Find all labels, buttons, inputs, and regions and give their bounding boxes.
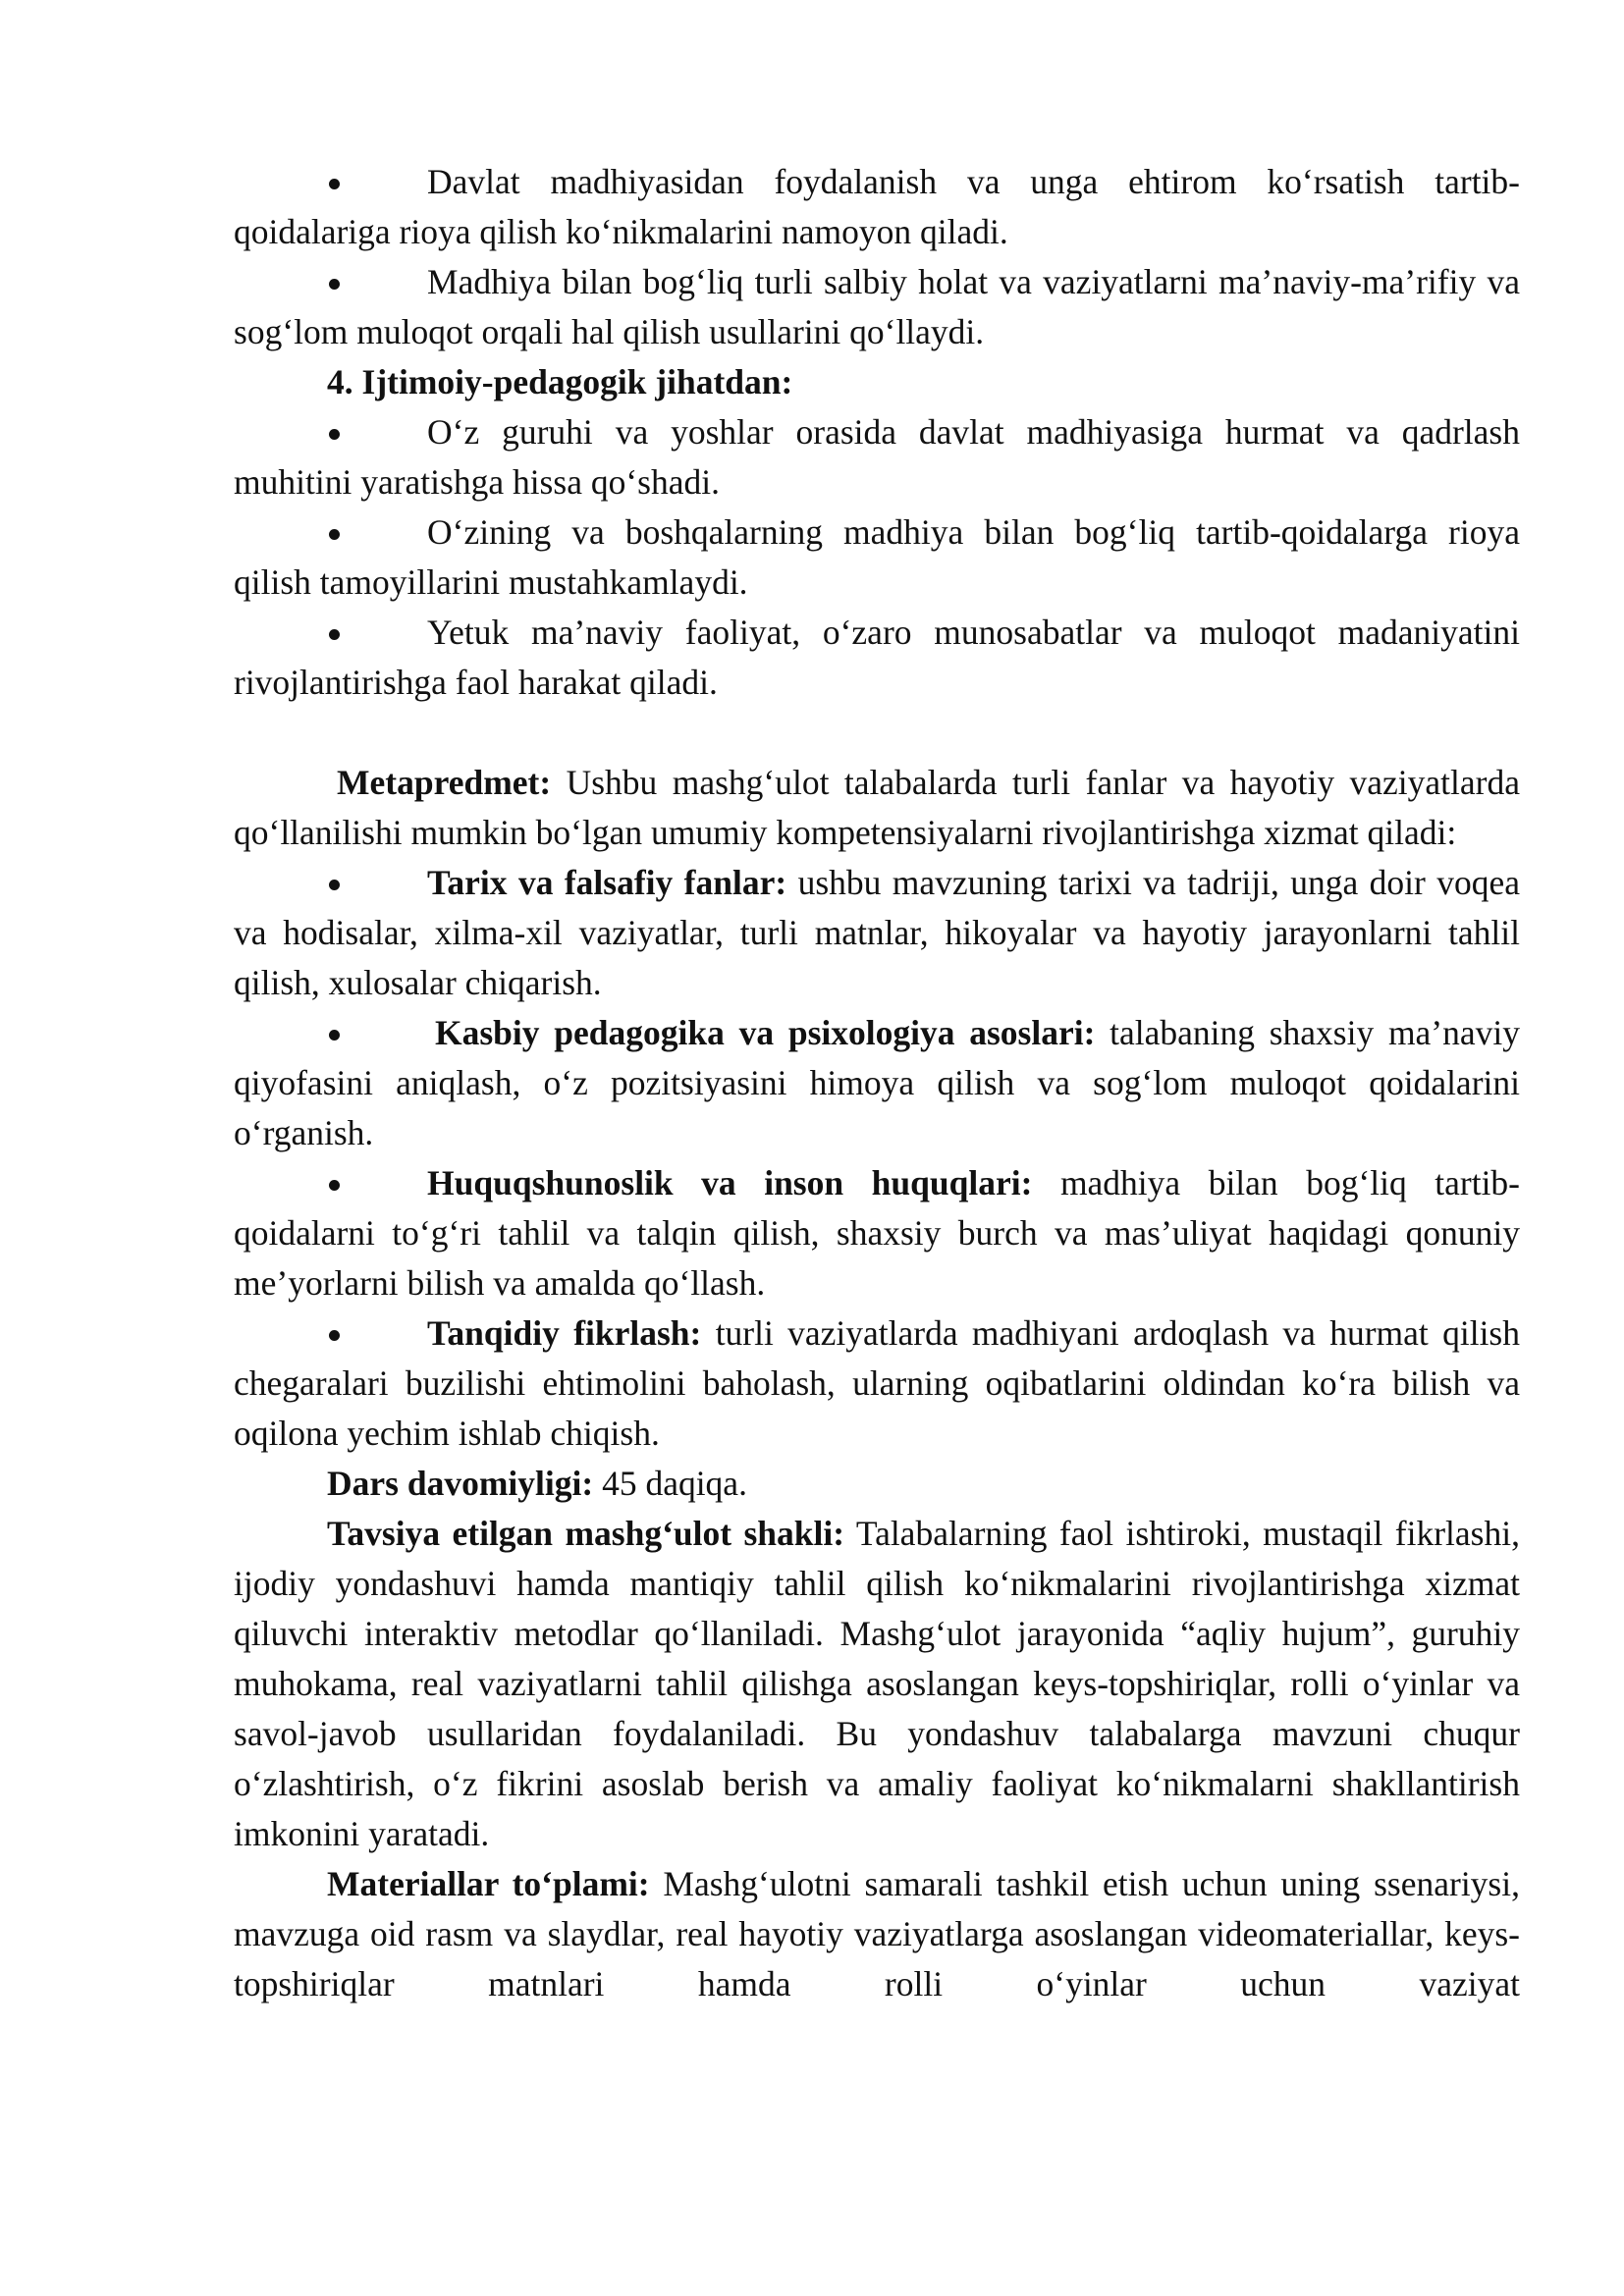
bullet-paragraph	[234, 257, 1520, 357]
bullet-dot-icon	[329, 429, 340, 440]
duration-paragraph	[234, 1459, 1520, 1509]
metapredmet-paragraph	[234, 758, 1520, 858]
materials-paragraph	[234, 1859, 1520, 2009]
paragraph-lead: Materiallar to‘plami:	[327, 1864, 650, 1903]
paragraph-text: turli vaziyatlarda madhiyani ardoqlash va hurmat qilish chegaralari buzilishi ehtimolini baholash, ularning oqibatlarini oldindan ko‘ra bilish va oqilona yechim ishlab chiqish.	[234, 1313, 1520, 1453]
paragraph-lead: Tarix va falsafiy fanlar:	[427, 863, 787, 902]
paragraph-text: O‘zining va boshqalarning madhiya bilan bog‘liq tartib-qoidalarga rioya qilish tamoyillarini mustahkamlaydi.	[234, 512, 1520, 602]
paragraph-text: madhiya bilan bog‘liq tartib-qoidalarni to‘g‘ri tahlil va talqin qilish, shaxsiy burch va mas’uliyat haqidagi qonuniy me’yorlarni bilish va amalda qo‘llash.	[234, 1163, 1521, 1303]
paragraph-lead: Tanqidiy fikrlash:	[427, 1313, 702, 1353]
paragraph-text: Mashg‘ulotni samarali tashkil etish uchun uning ssenariysi, mavzuga oid rasm va slaydlar, real hayotiy vaziyatlarga asoslangan videomateriallar, keys-topshiriqlar matnlari hamda rolli o‘yinlar uchun vaziyat	[234, 1864, 1520, 2003]
paragraph-text: Talabalarning faol ishtiroki, mustaqil fikrlashi, ijodiy yondashuvi hamda mantiqiy tahlil qilish ko‘nikmalarini rivojlantirishga xizmat qiluvchi interaktiv metodlar qo‘llaniladi. Mashg‘ulot jarayonida “aqliy hujum”, guruhiy muhokama, real vaziyatlarni tahlil qilishga asoslangan keys-topshiriqlar, rolli o‘yinlar va savol-javob usullaridan foydalaniladi. Bu yondashuv talabalarga mavzuni chuqur o‘zlashtirish, o‘z fikrini asoslab berish va amaliy faoliyat ko‘nikmalarni shakllantirish imkonini yaratadi.	[234, 1514, 1520, 1853]
bullet-paragraph	[234, 1308, 1520, 1459]
heading-text: 4. Ijtimoiy-pedagogik jihatdan:	[327, 362, 793, 401]
document-page	[234, 157, 1520, 2009]
bullet-dot-icon	[329, 179, 340, 189]
paragraph-lead: Tavsiya etilgan mashg‘ulot shakli:	[327, 1514, 845, 1553]
bullet-paragraph	[234, 507, 1520, 608]
paragraph-text: talabaning shaxsiy ma’naviy qiyofasini aniqlash, o‘z pozitsiyasini himoya qilish va sog‘lom muloqot qoidalarini o‘rganish.	[234, 1013, 1521, 1152]
paragraph-text: ushbu mavzuning tarixi va tadriji, unga doir voqea va hodisalar, xilma-xil vaziyatlar, turli matnlar, hikoyalar va hayotiy jarayonlarni tahlil qilish, xulosalar chiqarish.	[234, 863, 1520, 1002]
bullet-dot-icon	[329, 1330, 340, 1341]
bullet-dot-icon	[329, 629, 340, 640]
paragraph-text: Yetuk ma’naviy faoliyat, o‘zaro munosabatlar va muloqot madaniyatini rivojlantirishga faol harakat qiladi.	[234, 613, 1520, 702]
section-heading	[234, 357, 1520, 407]
paragraph-lead: Metapredmet:	[337, 763, 552, 802]
bullet-dot-icon	[329, 279, 340, 290]
paragraph-lead: Dars davomiyligi:	[327, 1464, 594, 1503]
paragraph-lead: Huquqshunoslik va inson huquqlari:	[427, 1163, 1033, 1202]
bullet-dot-icon	[329, 1180, 340, 1191]
bullet-paragraph	[234, 608, 1520, 708]
bullet-paragraph	[234, 1008, 1520, 1158]
bullet-dot-icon	[329, 529, 340, 540]
paragraph-text: Madhiya bilan bog‘liq turli salbiy holat va vaziyatlarni ma’naviy-ma’rifiy va sog‘lom muloqot orqali hal qilish usullarini qo‘llaydi.	[234, 262, 1520, 351]
bullet-paragraph	[234, 157, 1520, 257]
paragraph-gap	[234, 708, 1520, 758]
paragraph-text: 45 daqiqa.	[593, 1464, 747, 1503]
bullet-paragraph	[234, 858, 1520, 1008]
bullet-paragraph	[234, 1158, 1520, 1308]
bullet-dot-icon	[329, 880, 340, 890]
paragraph-lead: Kasbiy pedagogika va psixologiya asoslari:	[435, 1013, 1096, 1052]
paragraph-text: Ushbu mashg‘ulot talabalarda turli fanlar va hayotiy vaziyatlarda qo‘llanilishi mumkin bo‘lgan umumiy kompetensiyalarni rivojlantirishga xizmat qiladi:	[234, 763, 1520, 852]
bullet-dot-icon	[329, 1030, 340, 1041]
lesson-form-paragraph	[234, 1509, 1520, 1859]
bullet-paragraph	[234, 407, 1520, 507]
paragraph-text: O‘z guruhi va yoshlar orasida davlat madhiyasiga hurmat va qadrlash muhitini yaratishga hissa qo‘shadi.	[234, 412, 1520, 502]
paragraph-text: Davlat madhiyasidan foydalanish va unga ehtirom ko‘rsatish tartib-qoidalariga rioya qilish ko‘nikmalarini namoyon qiladi.	[234, 162, 1520, 251]
